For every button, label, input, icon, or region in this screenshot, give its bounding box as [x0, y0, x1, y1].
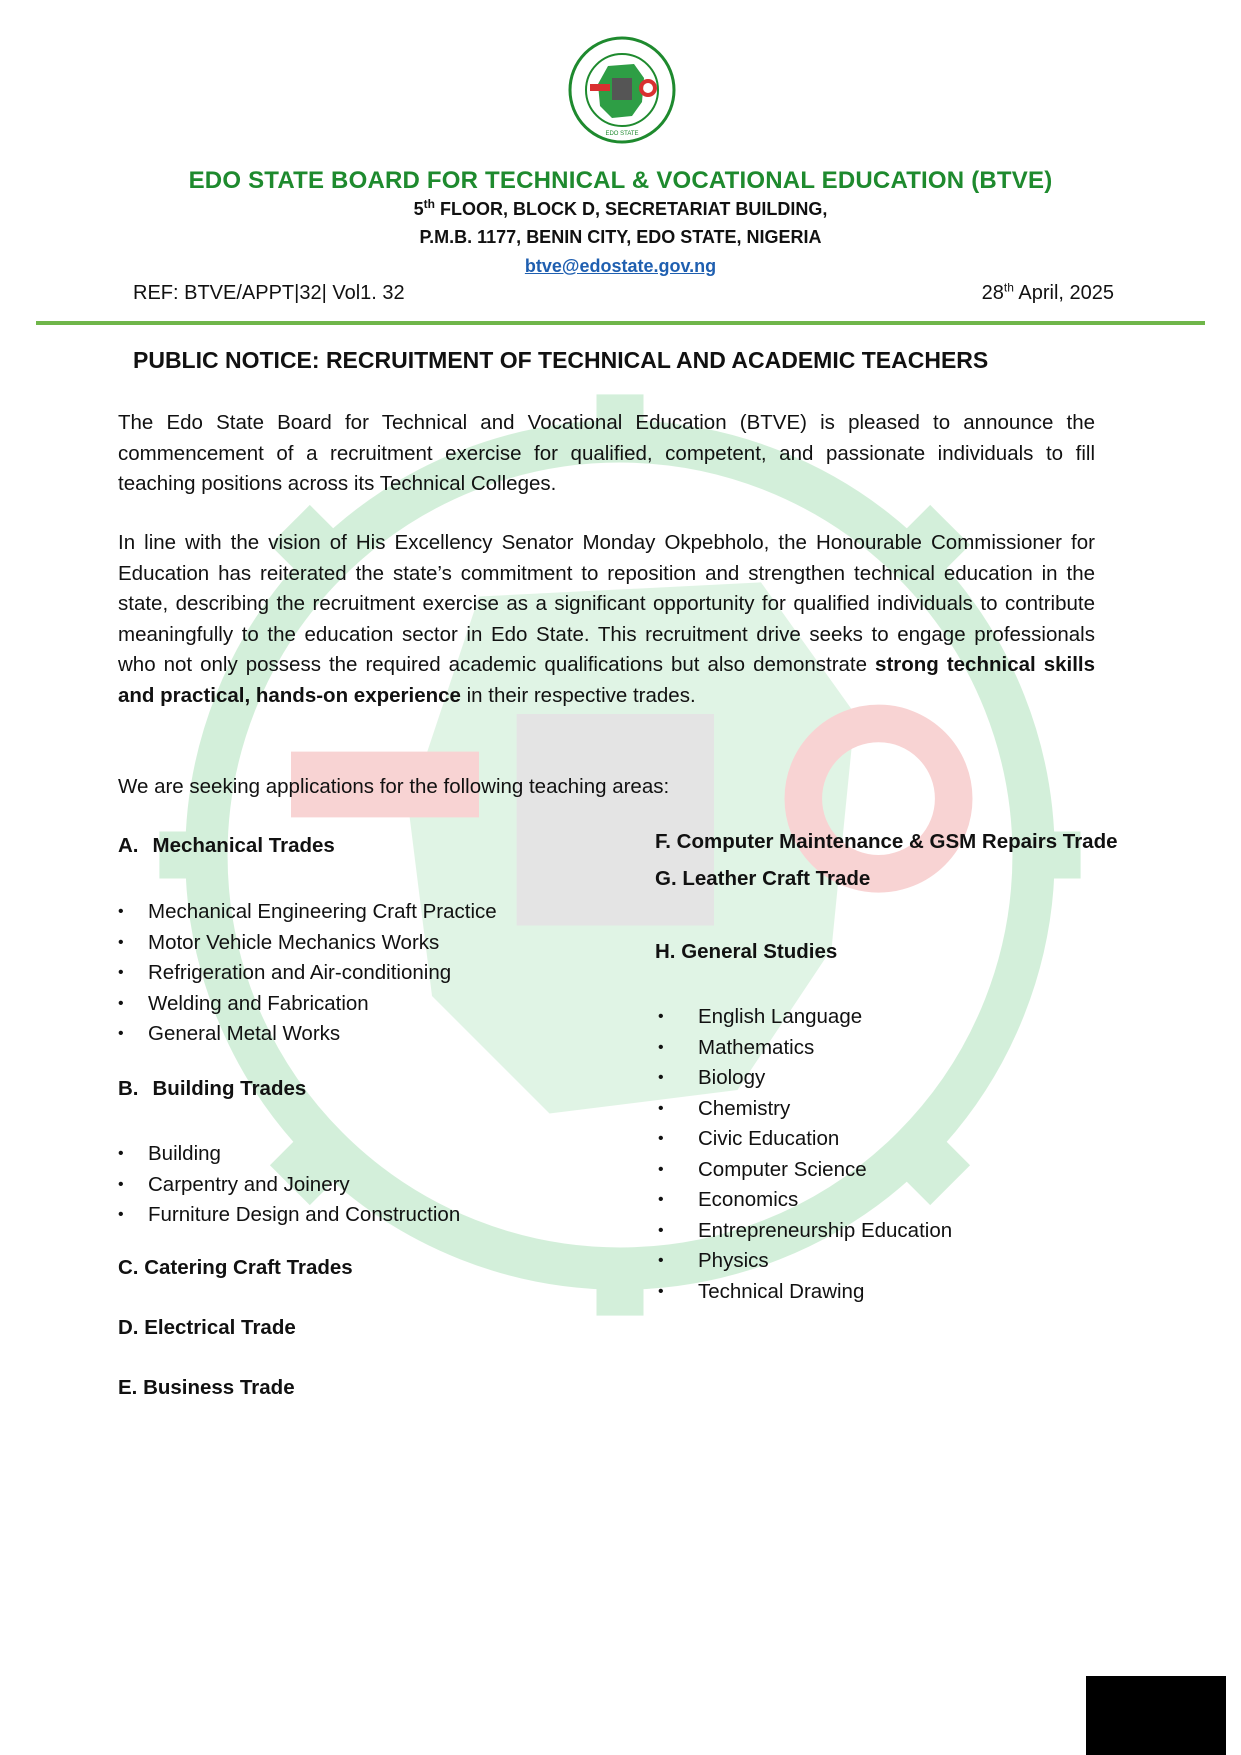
seeking-paragraph: We are seeking applications for the following teaching areas:: [118, 775, 670, 798]
list-item: [658, 1002, 952, 1033]
list-item: [118, 1139, 460, 1170]
list-item-label: Physics: [698, 1249, 769, 1272]
list-item-label: Building: [148, 1142, 221, 1165]
list-item: [118, 897, 497, 928]
section-f-heading: F. Computer Maintenance & GSM Repairs Trade: [655, 830, 1118, 853]
list-item-label: Biology: [698, 1066, 766, 1089]
organization-title: EDO STATE BOARD FOR TECHNICAL & VOCATIONAL EDUCATION (BTVE): [188, 167, 1053, 194]
list-item: [658, 1094, 952, 1125]
redaction-box: [1086, 1676, 1226, 1755]
email-link[interactable]: btve@edostate.gov.ng: [524, 256, 717, 276]
list-item-label: Mathematics: [698, 1035, 815, 1059]
section-g-heading: G. Leather Craft Trade: [655, 867, 871, 890]
list-item: [118, 958, 497, 989]
mechanical-trades-list: [118, 897, 497, 1050]
section-h-heading: H. General Studies: [655, 940, 838, 963]
list-item: [118, 989, 497, 1020]
address-line-2: P.M.B. 1177, BENIN CITY, EDO STATE, NIGERIA: [419, 227, 822, 247]
bullet-icon: •: [658, 1282, 664, 1300]
header-divider: [36, 321, 1205, 325]
list-item: [658, 1124, 952, 1155]
vision-paragraph: In line with the vision of His Excellency Senator Monday Okpebholo, the Honourable Commissioner for Education has reiterated the state’s commitment to reposition and strengthen technical education in the state, describing the recruitment exercise as a significant opportunity for qualified individuals to contribute meaningfully to the education sector in Edo State. This recruitment drive seeks to engage professionals who not only possess the required academic qualifications but also demonstrate strong technical skills and practical, hands-on experience in their respective trades.: [118, 531, 1095, 707]
intro-paragraph: The Edo State Board for Technical and Vocational Education (BTVE) is pleased to announce the commencement of a recruitment exercise for qualified, competent, and passionate individuals to fill teaching positions across its Technical Colleges.: [118, 411, 1095, 495]
list-item-label: Mechanical Engineering Craft Practice: [148, 900, 497, 923]
list-item-label: Motor Vehicle Mechanics Works: [148, 930, 440, 954]
reference-number: REF: BTVE/APPT|32| Vol1. 32: [133, 282, 405, 304]
list-item: [118, 928, 497, 959]
bullet-icon: •: [658, 1038, 664, 1056]
svg-text:EDO STATE: EDO STATE: [605, 131, 639, 137]
list-item-label: English Language: [698, 1005, 863, 1028]
list-item-label: Welding and Fabrication: [148, 991, 369, 1015]
list-item-label: Carpentry and Joinery: [148, 1172, 350, 1196]
bullet-icon: •: [658, 1130, 664, 1147]
btve-logo: [568, 36, 676, 144]
notice-title: PUBLIC NOTICE: RECRUITMENT OF TECHNICAL AND ACADEMIC TEACHERS: [133, 347, 989, 373]
bullet-icon: •: [118, 1145, 124, 1162]
list-item: [118, 1019, 497, 1050]
bullet-icon: •: [658, 1069, 664, 1086]
bullet-icon: •: [658, 1099, 664, 1117]
notice-date: 28th April, 2025: [981, 280, 1114, 304]
list-item-label: General Metal Works: [148, 1022, 341, 1045]
bullet-icon: •: [118, 933, 124, 951]
list-item-label: Chemistry: [698, 1096, 791, 1120]
bullet-icon: •: [658, 1160, 664, 1178]
list-item-label: Furniture Design and Construction: [148, 1203, 461, 1226]
list-item-label: Refrigeration and Air-conditioning: [148, 961, 452, 984]
bullet-icon: •: [118, 1025, 124, 1042]
section-a-heading: A. Mechanical Trades: [118, 834, 335, 857]
list-item: [658, 1185, 952, 1216]
list-item: [658, 1033, 952, 1064]
bullet-icon: •: [658, 1008, 664, 1025]
list-item: [118, 1170, 460, 1201]
building-trades-list: [118, 1139, 460, 1231]
list-item: [658, 1216, 952, 1247]
bullet-icon: •: [118, 964, 124, 981]
section-c-heading: C. Catering Craft Trades: [118, 1256, 353, 1279]
bullet-icon: •: [658, 1191, 664, 1208]
section-d-heading: D. Electrical Trade: [118, 1316, 296, 1339]
list-item-label: Technical Drawing: [698, 1279, 865, 1303]
list-item: [658, 1155, 952, 1186]
bullet-icon: •: [658, 1221, 664, 1239]
list-item: [658, 1063, 952, 1094]
list-item: [118, 1200, 460, 1231]
bullet-icon: •: [118, 903, 124, 920]
bullet-icon: •: [658, 1252, 664, 1269]
section-e-heading: E. Business Trade: [118, 1376, 295, 1399]
bullet-icon: •: [118, 1175, 124, 1193]
bullet-icon: •: [118, 994, 124, 1012]
address-line-1: 5th FLOOR, BLOCK D, SECRETARIAT BUILDING,: [413, 197, 828, 219]
list-item-label: Civic Education: [698, 1127, 840, 1150]
list-item: [658, 1246, 952, 1277]
section-b-heading: B. Building Trades: [118, 1077, 307, 1100]
bullet-icon: •: [118, 1206, 124, 1223]
general-studies-list: [658, 1002, 952, 1307]
list-item: [658, 1277, 952, 1308]
list-item-label: Computer Science: [698, 1157, 867, 1181]
list-item-label: Entrepreneurship Education: [698, 1218, 953, 1242]
list-item-label: Economics: [698, 1188, 799, 1211]
